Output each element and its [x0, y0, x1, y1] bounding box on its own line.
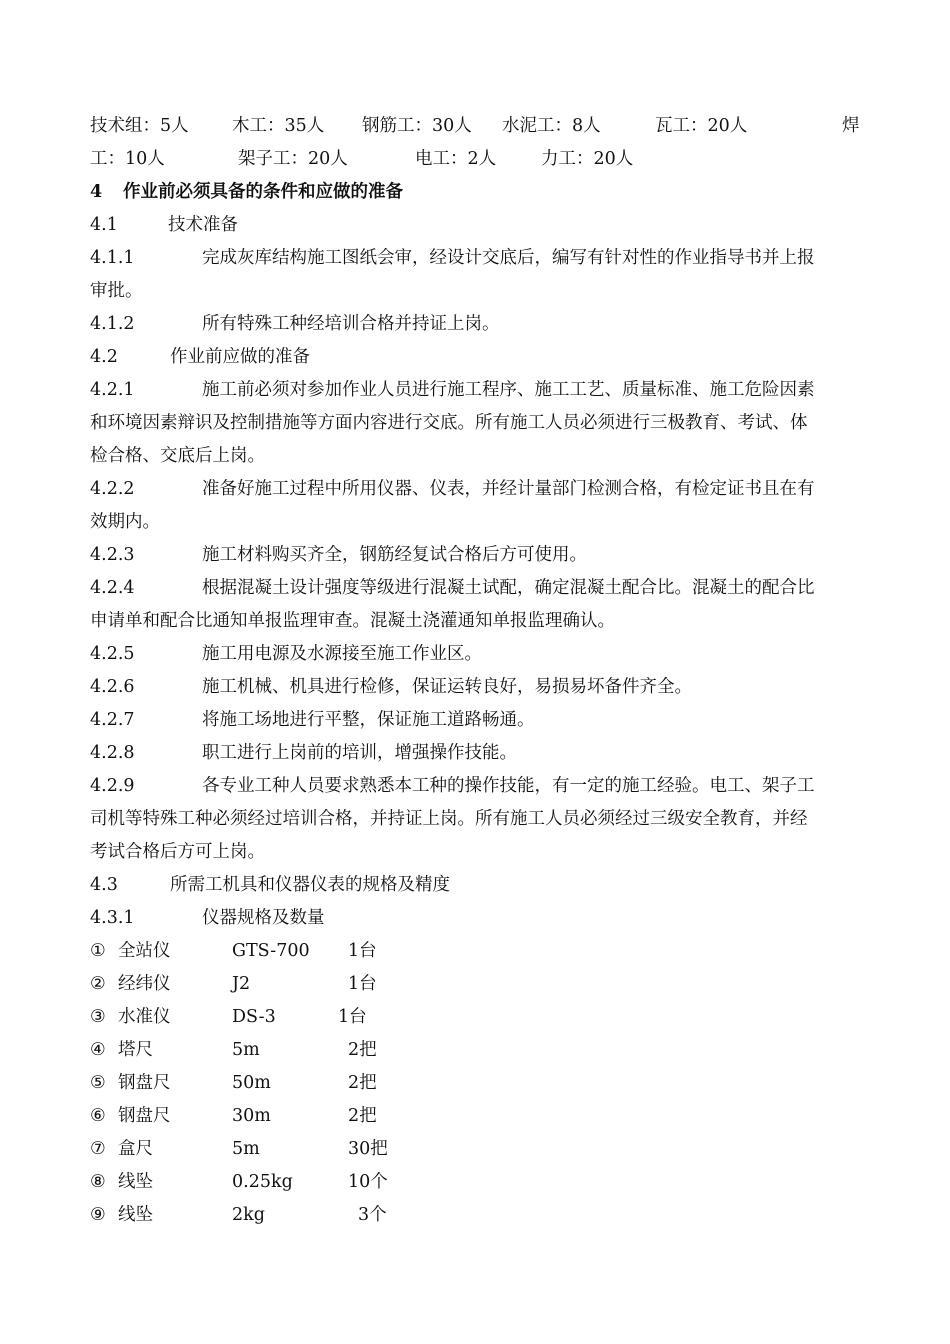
section-title: 所需工机具和仪器仪表的规格及精度 [170, 875, 450, 895]
section-number: 4.2.9 [90, 776, 135, 796]
section-4-1-heading [90, 213, 860, 237]
para-4-1-1-line-2: 审批。 [90, 281, 143, 301]
section-number: 4.1 [90, 215, 118, 235]
section-title: 技术准备 [168, 215, 238, 235]
staff-welder: 工：10人 [90, 149, 165, 169]
instrument-name: 塔尺 [118, 1040, 153, 1060]
instrument-name: 钢盘尺 [118, 1073, 171, 1093]
section-4-2-heading [90, 345, 860, 369]
section-number: 4.2.3 [90, 545, 135, 565]
instrument-spec: GTS-700 [232, 941, 310, 961]
instrument-row [90, 1005, 860, 1029]
staff-tech: 技术组：5人 [90, 116, 189, 136]
instrument-spec: 30m [232, 1106, 271, 1126]
instrument-spec: DS-3 [232, 1007, 276, 1027]
staff-scaffold: 架子工：20人 [238, 149, 348, 169]
section-title: 仪器规格及数量 [202, 908, 325, 928]
list-marker: ⑧ [90, 1172, 106, 1192]
staff-cement: 水泥工：8人 [502, 116, 601, 136]
instrument-row [90, 939, 860, 963]
section-number: 4.2.1 [90, 380, 135, 400]
instrument-qty: 2把 [348, 1040, 377, 1060]
para-4-1-2 [90, 312, 860, 336]
staff-electric: 电工：2人 [415, 149, 497, 169]
section-4-heading [90, 180, 860, 204]
section-number: 4.2.2 [90, 479, 135, 499]
instrument-spec: 0.25kg [232, 1172, 293, 1192]
instrument-name: 钢盘尺 [118, 1106, 171, 1126]
para-text: 所有特殊工种经培训合格并持证上岗。 [202, 314, 500, 334]
instrument-name: 全站仪 [118, 941, 171, 961]
list-marker: ⑦ [90, 1139, 106, 1159]
staff-welder-part: 焊 [842, 116, 860, 136]
para-4-2-9-line-2: 司机等特殊工种必须经过培训合格，并持证上岗。所有施工人员必须经过三级安全教育，并经 [90, 809, 808, 829]
list-marker: ② [90, 974, 106, 994]
instrument-qty: 1台 [348, 974, 377, 994]
section-title: 作业前应做的准备 [170, 347, 310, 367]
instrument-name: 经纬仪 [118, 974, 171, 994]
instrument-row [90, 1104, 860, 1128]
instrument-name: 线坠 [118, 1205, 153, 1225]
section-number: 4.2.7 [90, 710, 135, 730]
para-4-2-7 [90, 708, 860, 732]
staff-line-2 [90, 147, 860, 171]
section-number: 4.2.8 [90, 743, 135, 763]
instrument-qty: 1台 [348, 941, 377, 961]
para-text: 职工进行上岗前的培训，增强操作技能。 [202, 743, 517, 763]
instrument-row [90, 1071, 860, 1095]
para-4-2-1-line-3: 检合格、交底后上岗。 [90, 446, 265, 466]
para-4-2-1-line-2: 和环境因素辩识及控制措施等方面内容进行交底。所有施工人员必须进行三极教育、考试、体 [90, 413, 808, 433]
para-4-2-4-line-2: 申请单和配合比通知单报监理审查。混凝土浇灌通知单报监理确认。 [90, 611, 615, 631]
instrument-row [90, 1038, 860, 1062]
para-4-2-2-line-1 [90, 477, 860, 501]
section-number: 4.2 [90, 347, 118, 367]
para-text: 完成灰库结构施工图纸会审，经设计交底后，编写有针对性的作业指导书并上报 [202, 248, 815, 268]
instrument-qty: 1台 [338, 1007, 367, 1027]
list-marker: ⑥ [90, 1106, 106, 1126]
instrument-spec: 50m [232, 1073, 271, 1093]
staff-labor: 力工：20人 [541, 149, 634, 169]
instrument-name: 水准仪 [118, 1007, 171, 1027]
section-number: 4.3.1 [90, 908, 135, 928]
staff-carpenter: 木工：35人 [232, 116, 325, 136]
para-4-1-1-line-1 [90, 246, 860, 270]
list-marker: ③ [90, 1007, 106, 1027]
instrument-qty: 30把 [348, 1139, 388, 1159]
para-4-2-8 [90, 741, 860, 765]
section-4-3-1-heading [90, 906, 860, 930]
para-text: 施工用电源及水源接至施工作业区。 [202, 644, 482, 664]
instrument-qty: 2把 [348, 1073, 377, 1093]
para-text: 准备好施工过程中所用仪器、仪表，并经计量部门检测合格，有检定证书且在有 [202, 479, 815, 499]
para-text: 各专业工种人员要求熟悉本工种的操作技能，有一定的施工经验。电工、架子工 [202, 776, 815, 796]
staff-mason: 瓦工：20人 [655, 116, 748, 136]
list-marker: ⑤ [90, 1073, 106, 1093]
para-text: 将施工场地进行平整，保证施工道路畅通。 [202, 710, 535, 730]
para-4-2-6 [90, 675, 860, 699]
list-marker: ① [90, 941, 106, 961]
para-4-2-9-line-1 [90, 774, 860, 798]
section-number: 4.2.6 [90, 677, 135, 697]
instrument-name: 线坠 [118, 1172, 153, 1192]
section-4-3-heading [90, 873, 860, 897]
section-number: 4.1.1 [90, 248, 135, 268]
section-number: 4.3 [90, 875, 118, 895]
section-number: 4.2.4 [90, 578, 135, 598]
para-4-2-2-line-2: 效期内。 [90, 512, 160, 532]
instrument-row [90, 1203, 860, 1227]
para-text: 根据混凝土设计强度等级进行混凝土试配，确定混凝土配合比。混凝土的配合比 [202, 578, 815, 598]
staff-line-1 [90, 114, 860, 138]
instrument-name: 盒尺 [118, 1139, 153, 1159]
instrument-row [90, 1137, 860, 1161]
section-number: 4 [90, 182, 103, 202]
section-number: 4.2.5 [90, 644, 135, 664]
para-text: 施工材料购买齐全，钢筋经复试合格后方可使用。 [202, 545, 587, 565]
staff-rebar: 钢筋工：30人 [362, 116, 472, 136]
instrument-qty: 3个 [358, 1205, 387, 1225]
list-marker: ⑨ [90, 1205, 106, 1225]
para-4-2-4-line-1 [90, 576, 860, 600]
instrument-spec: 5m [232, 1139, 260, 1159]
instrument-spec: 5m [232, 1040, 260, 1060]
para-4-2-3 [90, 543, 860, 567]
para-text: 施工机械、机具进行检修，保证运转良好，易损易坏备件齐全。 [202, 677, 692, 697]
section-number: 4.1.2 [90, 314, 135, 334]
instrument-spec: J2 [232, 974, 251, 994]
section-title: 作业前必须具备的条件和应做的准备 [123, 182, 403, 202]
para-text: 施工前必须对参加作业人员进行施工程序、施工工艺、质量标准、施工危险因素 [202, 380, 815, 400]
para-4-2-9-line-3: 考试合格后方可上岗。 [90, 842, 265, 862]
instrument-row [90, 972, 860, 996]
list-marker: ④ [90, 1040, 106, 1060]
instrument-qty: 2把 [348, 1106, 377, 1126]
instrument-row [90, 1170, 860, 1194]
para-4-2-5 [90, 642, 860, 666]
instrument-qty: 10个 [348, 1172, 388, 1192]
instrument-spec: 2kg [232, 1205, 265, 1225]
para-4-2-1-line-1 [90, 378, 860, 402]
